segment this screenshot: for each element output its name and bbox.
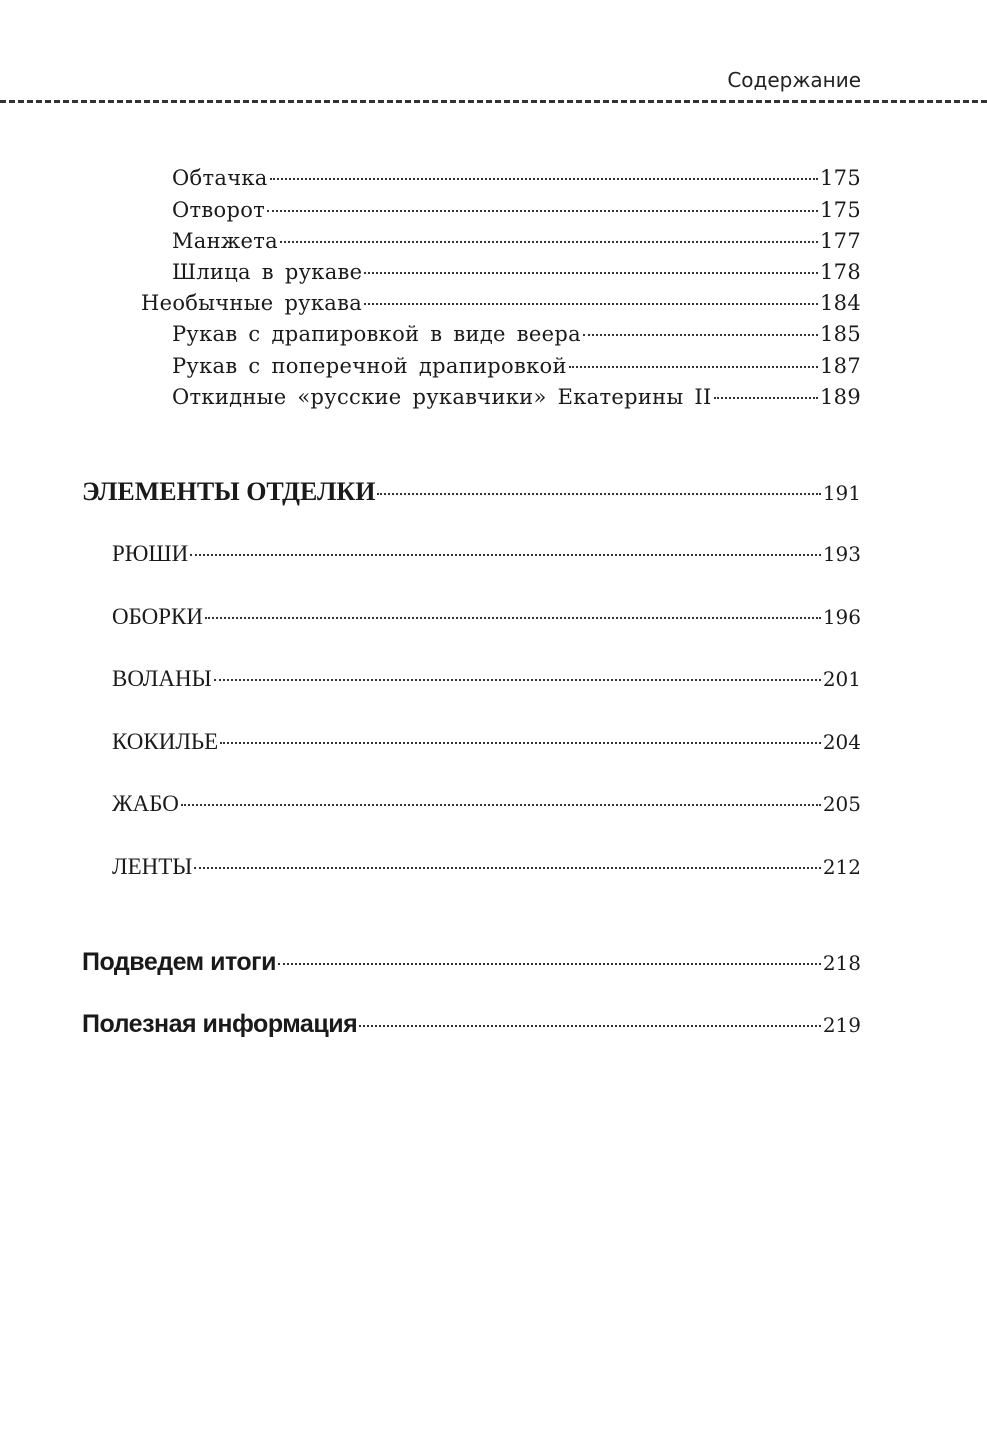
dot-leader: [205, 617, 821, 619]
toc-entry[interactable]: [172, 354, 861, 378]
toc-entry[interactable]: [172, 166, 861, 190]
header-dashed-rule: [0, 100, 987, 103]
toc-chapter-entry[interactable]: [82, 1010, 861, 1039]
dot-leader: [181, 804, 821, 806]
toc-entry-title: КОКИЛЬЕ: [112, 729, 219, 754]
dot-leader: [364, 272, 818, 274]
toc-entry[interactable]: [172, 385, 861, 409]
toc-entry-page: 189: [820, 385, 861, 409]
toc-entry-title: Полезная информация: [82, 1010, 358, 1038]
toc-entry-title: ОБОРКИ: [112, 604, 204, 629]
toc-entry-title: Откидные «русские рукавчики» Екатерины II: [172, 385, 712, 409]
toc-entry-title: ЭЛЕМЕНТЫ ОТДЕЛКИ: [82, 477, 376, 506]
toc-entry[interactable]: [172, 260, 861, 284]
toc-entry-title: Рукав с драпировкой в виде веера: [172, 322, 581, 346]
toc-entry-title: Отворот: [172, 198, 266, 222]
toc-entry-title: Обтачка: [172, 166, 268, 190]
toc-entry-title: ЛЕНТЫ: [112, 854, 193, 879]
toc-entry-page: 175: [820, 198, 861, 222]
dot-leader: [377, 493, 820, 495]
toc-entry-page: 212: [822, 855, 861, 879]
toc-entry-page: 218: [822, 951, 861, 975]
toc-entry-page: 204: [822, 730, 861, 754]
toc-entry[interactable]: [141, 291, 861, 315]
dot-leader: [364, 303, 818, 305]
toc-chapter-entry[interactable]: [82, 948, 861, 977]
toc-entry-title: ЖАБО: [112, 791, 179, 816]
toc-entry-title: Шлица в рукаве: [172, 260, 363, 284]
toc-entry-title: ВОЛАНЫ: [112, 666, 212, 691]
toc-section-entry[interactable]: [112, 729, 861, 755]
toc-entry-page: 184: [820, 291, 861, 315]
toc-entry-page: 177: [820, 229, 861, 253]
dot-leader: [267, 210, 818, 212]
dot-leader: [359, 1025, 821, 1027]
toc-entry-page: 191: [822, 481, 861, 505]
toc-section-entry[interactable]: [112, 666, 861, 692]
toc-section-entry[interactable]: [112, 854, 861, 880]
page-header: [0, 0, 987, 110]
toc-chapter-entry[interactable]: [82, 477, 861, 507]
toc-entry-page: 187: [820, 354, 861, 378]
toc-entry[interactable]: [172, 198, 861, 222]
toc-entry-page: 196: [822, 605, 861, 629]
toc-entry-page: 205: [822, 792, 861, 816]
toc-entry-title: Необычные рукава: [141, 291, 363, 315]
toc-entry-title: РЮШИ: [112, 541, 189, 566]
toc-entry[interactable]: [172, 322, 861, 346]
dot-leader: [190, 554, 821, 556]
toc-entry-page: 185: [820, 322, 861, 346]
running-head-title: Содержание: [727, 68, 861, 92]
toc-entry-page: 219: [822, 1013, 861, 1037]
toc-entry-page: 178: [820, 260, 861, 284]
toc-entry-title: Манжета: [172, 229, 279, 253]
toc-section-entry[interactable]: [112, 791, 861, 817]
toc-entry-page: 193: [822, 542, 861, 566]
toc-entry-title: Рукав с поперечной драпировкой: [172, 354, 567, 378]
toc-entry-page: 201: [822, 667, 861, 691]
dot-leader: [583, 334, 818, 336]
dot-leader: [714, 397, 818, 399]
dot-leader: [220, 742, 821, 744]
dot-leader: [569, 366, 818, 368]
toc-entry-page: 175: [820, 166, 861, 190]
dot-leader: [194, 867, 820, 869]
toc-section-entry[interactable]: [112, 604, 861, 630]
toc-entry-title: Подведем итоги: [82, 948, 276, 976]
dot-leader: [278, 963, 821, 965]
dot-leader: [280, 241, 818, 243]
dot-leader: [270, 178, 818, 180]
toc-entry[interactable]: [172, 229, 861, 253]
toc-section-entry[interactable]: [112, 541, 861, 567]
dot-leader: [214, 679, 821, 681]
